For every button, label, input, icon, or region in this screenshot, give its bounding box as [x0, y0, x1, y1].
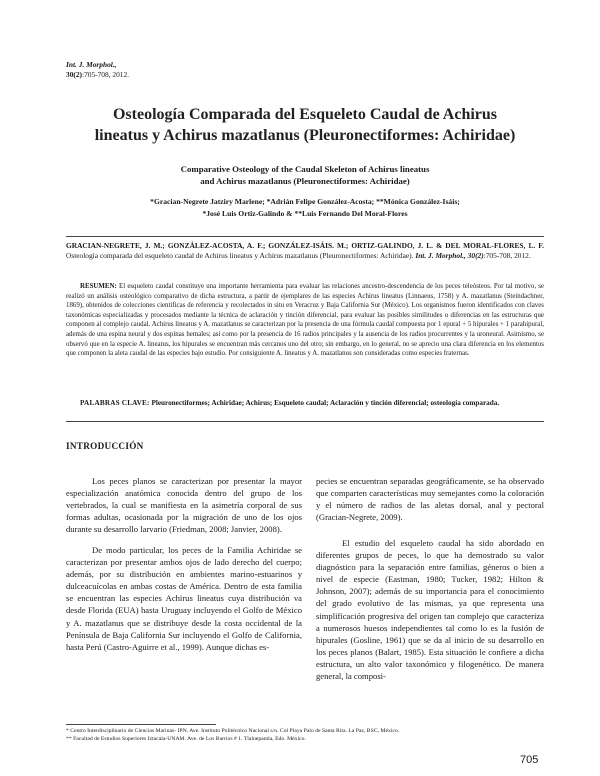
journal-volume: 30(2)	[66, 70, 83, 79]
body-paragraph	[66, 475, 302, 535]
keywords-text: Pleuronectiformes; Achiridae; Achirus; Esqueleto caudal; Aclaración y tinción diferencial; osteología comparada.	[151, 399, 500, 407]
citation-block	[66, 241, 544, 261]
english-title	[90, 163, 520, 187]
body-text-col2-p2: El estudio del esqueleto caudal ha sido abordado en diferentes grupos de peces, lo que ha demostrado su valor diagnóstico para la separación entre familias, géneros o bien a nivel de especie (Eastman, 1980; Tucker, 1982; Hilton & Johnson, 2007); además de su importancia para el conocimiento del grado evolutivo de las mismas, ya que representa una simplificación progresiva del origen tan complejo que caracteriza a numerosos huesos independientes tal como lo es la fusión de hipurales (Gosline, 1961) que se da al inicio de su desarrollo en los peces planos (Balart, 1985). Esta situación le confiere a dicha estructura, un alto valor taxonómico y filogenético. De manera general, la composi-	[316, 538, 544, 682]
citation-journal: Int. J. Morphol., 30(2)	[415, 250, 484, 260]
body-text-col2-p1: pecies se encuentran separadas geográficamente, se ha observado que comparten características muy semejantes como la coloración y el número de radios de las aletas dorsal, anal y pectoral (Gracian-Negrete, 2009).	[316, 476, 544, 523]
abstract	[66, 282, 544, 359]
english-title-line1: Comparative Osteology of the Caudal Skeleton of Achirus lineatus	[180, 164, 430, 174]
keywords	[66, 398, 544, 408]
page-number: 705	[520, 754, 539, 766]
citation-authors: GRACIAN-NEGRETE, J. M.; GONZÁLEZ-ACOSTA, A. F.; GONZÁLEZ-ISÁIS. M.; ORTIZ-GALINDO, J. L. & DEL MORAL-FLORES, L. F.	[66, 241, 544, 250]
body-text-col1-p2: De modo particular, los peces de la Familia Achiridae se caracterizan por presentar ambos ojos de lado derecho del cuerpo; además, por su distribución en ambientes marino-estuarinos y dulceacuícolas en ambas costas de América. Dentro de esta familia se encuentran las especies Achirus lineatus cuya distribución va desde Florida (EUA) hasta Uruguay incluyendo el Golfo de México y A. mazatlanus que se distribuye desde la costa occidental de la Península de Baja California Sur incluyendo el Golfo de California, hasta Perú (Castro-Aguirre et al., 1999). Aunque dichas es-	[66, 545, 302, 652]
divider-top	[66, 236, 544, 237]
footnote-1: * Centro Interdisciplinario de Ciencias Marinas- IPN. Ave. Instituto Politécnico Nacional s/n. Col Playa Palo de Santa Rita. La Paz, BSC, México.	[66, 728, 400, 734]
body-paragraph	[66, 544, 302, 653]
divider-bottom	[66, 421, 544, 422]
author-list	[90, 196, 520, 220]
citation-text: Osteología comparada del esqueleto caudal de Achirus lineatus y Achirus mazatlanus (Pleuronectiformes: Achiridae).	[66, 250, 414, 260]
footnote-2: ** Facultad de Estudios Superiores Iztacala-UNAM. Ave. de Los Barrios # 1. Tlalnepantla, Edo. México.	[66, 735, 306, 742]
footnote-divider	[66, 724, 216, 725]
section-heading: INTRODUCCIÓN	[66, 441, 144, 451]
journal-pages: :705-708, 2012.	[82, 70, 130, 79]
english-title-line2: and Achirus mazatlanus (Pleuronectiformes: Achiridae)	[200, 176, 410, 186]
spanish-title-line1: Osteología Comparada del Esqueleto Caudal de Achirus	[112, 106, 498, 123]
journal-header	[66, 60, 129, 80]
keywords-label: PALABRAS CLAVE:	[80, 399, 150, 407]
journal-name: Int. J. Morphol.,	[66, 60, 117, 69]
spanish-title-line2: lineatus y Achirus mazatlanus (Pleuronectiformes: Achiridae)	[94, 127, 516, 144]
spanish-title	[70, 104, 540, 146]
body-paragraph	[316, 475, 544, 523]
body-text-col1-p1: Los peces planos se caracterizan por presentar la mayor especialización anatómica conocida dentro del grupo de los vertebrados, la cual se manifiesta en la asimetría corporal de sus formas adultas, ocasionada por la migración de uno de los ojos durante su desarrollo larvario (Friedman, 2008; Janvier, 2008).	[66, 476, 302, 535]
authors-line1: *Gracian-Negrete Jatziry Marlene; *Adrián Felipe González-Acosta; **Mónica González-Isáis;	[150, 197, 460, 206]
abstract-label: RESUMEN:	[80, 283, 117, 290]
footnotes	[66, 728, 544, 743]
authors-line2: *José Luis Ortiz-Galindo & **Luis Fernando Del Moral-Flores	[202, 209, 408, 218]
abstract-text: El esqueleto caudal constituye una importante herramienta para evaluar las relaciones ancestro-descendencia de los peces teleósteos. Por tal motivo, se realizó un análisis osteológico comparativo de dicha estructura, a partir de ejemplares de las especies Achirus lineatus (Linnaeus, 1758) y A. mazatlanus (Steindachner, 1869), obtenidos de colecciones científicas de referencia y recolectados in situ en Veracruz y Baja California Sur (México). Los organismos fueron identificados con claves taxonómicas especializadas y procesados mediante la técnica de aclaración y tinción diferencial, para evaluar las posibles similitudes o diferencias en las estructuras que componen al complejo caudal. Achirus lineatus y A. mazatlanus se caracterizan por la presencia de una fórmula caudal compuesta por 1 epural + 5 hipurales + 1 parahipural, además de una espina neural y dos espinas hemales; así como por la presencia de 16 radios principales y la ausencia de los radios procurrentes y la uroneural. Asimismo, se observó que en la especie A. lineatus, los hipurales se encuentran más cercanos uno del otro; sin embargo, en lo general, no se aprecio una clara diferencia en los elementos que componen la aleta caudal de las especies bajo estudio. Por consiguiente A. lineatus y A. mazatlanus son consideradas como especies fraternas.	[66, 283, 544, 358]
citation-pages: :705-708, 2012.	[483, 250, 531, 260]
body-paragraph	[316, 537, 544, 682]
